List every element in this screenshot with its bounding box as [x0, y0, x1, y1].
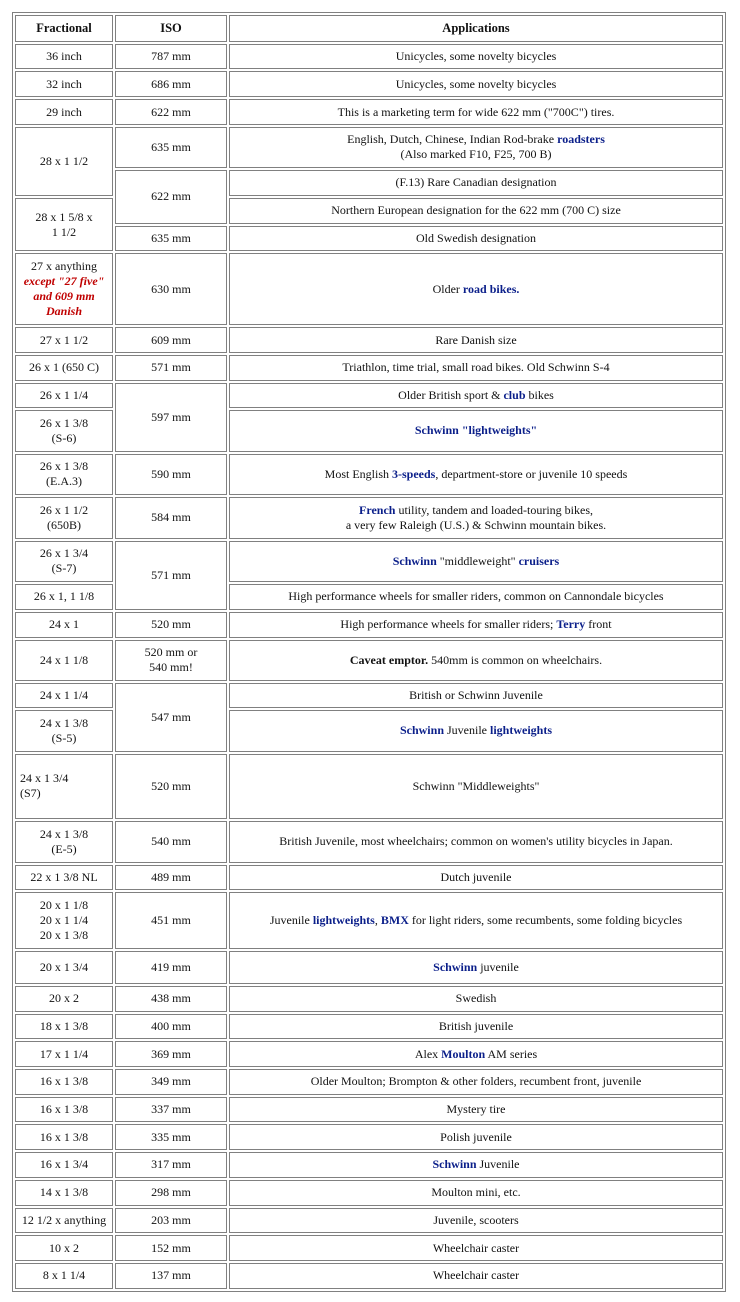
fractional-cell: 16 x 1 3/8 [15, 1097, 113, 1123]
application-cell: High performance wheels for smaller riders, common on Cannondale bicycles [229, 584, 723, 610]
table-row [15, 865, 723, 891]
application-cell: Unicycles, some novelty bicycles [229, 44, 723, 70]
application-cell: Dutch juvenile [229, 865, 723, 891]
iso-cell: 298 mm [115, 1180, 227, 1206]
application-cell: (F.13) Rare Canadian designation [229, 170, 723, 196]
table-row [15, 612, 723, 638]
app-text: Juvenile [444, 723, 490, 738]
fractional-cell: 27 x 1 1/2 [15, 327, 113, 353]
fractional-cell: 10 x 2 [15, 1235, 113, 1261]
fractional-cell: 20 x 2 [15, 986, 113, 1012]
table-row [15, 1069, 723, 1095]
application-cell: Mystery tire [229, 1097, 723, 1123]
fractional-cell: 26 x 1 3/4 (S-7) [15, 541, 113, 582]
application-cell [229, 497, 723, 539]
application-cell: Triathlon, time trial, small road bikes. Old Schwinn S-4 [229, 355, 723, 381]
application-cell: This is a marketing term for wide 622 mm ("700C") tires. [229, 99, 723, 125]
club-link[interactable]: club [503, 388, 526, 403]
fractional-cell: 29 inch [15, 99, 113, 125]
iso-cell: 137 mm [115, 1263, 227, 1289]
app-text: High performance wheels for smaller riders; [340, 617, 557, 632]
app-text: Juvenile [269, 913, 313, 928]
app-text: (Also marked F10, F25, 700 B) [400, 147, 552, 162]
terry-link[interactable]: Terry [556, 617, 586, 632]
moulton-link[interactable]: Moulton [441, 1046, 486, 1061]
table-row [15, 1235, 723, 1261]
app-text: , [374, 913, 381, 928]
application-cell [229, 541, 723, 582]
iso-cell: 489 mm [115, 865, 227, 891]
road-bikes-link[interactable]: road bikes. [462, 281, 520, 296]
iso-cell: 635 mm [115, 127, 227, 168]
iso-cell: 622 mm [115, 170, 227, 223]
fractional-cell: 28 x 1 5/8 x 1 1/2 [15, 198, 113, 251]
table-row [15, 541, 723, 582]
iso-cell: 787 mm [115, 44, 227, 70]
application-cell [229, 1152, 723, 1178]
iso-cell: 317 mm [115, 1152, 227, 1178]
table-row [15, 226, 723, 252]
application-cell: Unicycles, some novelty bicycles [229, 71, 723, 97]
iso-cell: 571 mm [115, 355, 227, 381]
application-cell: Rare Danish size [229, 327, 723, 353]
iso-cell: 609 mm [115, 327, 227, 353]
application-cell [229, 1041, 723, 1067]
lightweights-link[interactable]: lightweights [490, 723, 553, 738]
iso-cell: 152 mm [115, 1235, 227, 1261]
fractional-cell [15, 253, 113, 325]
fractional-cell: 26 x 1, 1 1/8 [15, 584, 113, 610]
application-cell [229, 640, 723, 681]
exception-note: except "27 five" and 609 mm Danish [23, 274, 105, 319]
app-text: a very few Raleigh (U.S.) & Schwinn mountain bikes. [345, 517, 607, 532]
table-row [15, 1180, 723, 1206]
fractional-cell: 17 x 1 1/4 [15, 1041, 113, 1067]
application-cell: Swedish [229, 986, 723, 1012]
lightweights-link[interactable]: lightweights [312, 913, 375, 928]
application-cell [229, 253, 723, 325]
app-text: Most English [324, 466, 393, 481]
fractional-cell: 18 x 1 3/8 [15, 1014, 113, 1040]
application-cell [229, 710, 723, 751]
iso-cell: 540 mm [115, 821, 227, 862]
app-text: English, Dutch, Chinese, Indian Rod-brake [347, 132, 558, 147]
application-cell: Moulton mini, etc. [229, 1180, 723, 1206]
fractional-cell: 24 x 1 3/4 (S7) [15, 754, 113, 820]
table-row [15, 951, 723, 984]
table-row [15, 170, 723, 196]
fractional-cell: 24 x 1 3/8 (E-5) [15, 821, 113, 862]
table-row [15, 821, 723, 862]
fractional-cell: 8 x 1 1/4 [15, 1263, 113, 1289]
fractional-cell: 20 x 1 1/8 20 x 1 1/4 20 x 1 3/8 [15, 892, 113, 949]
fractional-cell: 22 x 1 3/8 NL [15, 865, 113, 891]
fractional-cell: 26 x 1 3/8 (E.A.3) [15, 454, 113, 495]
application-cell: Northern European designation for the 622 mm (700 C) size [229, 198, 723, 224]
table-row [15, 1152, 723, 1178]
application-cell: British juvenile [229, 1014, 723, 1040]
table-row [15, 1097, 723, 1123]
iso-cell: 203 mm [115, 1208, 227, 1234]
fractional-cell: 26 x 1 (650 C) [15, 355, 113, 381]
fractional-cell: 28 x 1 1/2 [15, 127, 113, 196]
fractional-cell: 26 x 1 1/2 (650B) [15, 497, 113, 539]
application-cell: British or Schwinn Juvenile [229, 683, 723, 709]
table-row [15, 640, 723, 681]
iso-cell: 686 mm [115, 71, 227, 97]
header-iso: ISO [115, 15, 227, 42]
application-cell: Older Moulton; Brompton & other folders, recumbent front, juvenile [229, 1069, 723, 1095]
fractional-cell: 20 x 1 3/4 [15, 951, 113, 984]
table-row [15, 44, 723, 70]
app-text: Alex [414, 1046, 442, 1061]
application-cell [229, 892, 723, 949]
table-row [15, 892, 723, 949]
table-row [15, 1208, 723, 1234]
application-cell [229, 383, 723, 409]
application-cell [229, 454, 723, 495]
iso-cell: 520 mm [115, 754, 227, 820]
table-row [15, 754, 723, 820]
table-row [15, 383, 723, 409]
application-cell [229, 127, 723, 168]
iso-cell: 520 mm [115, 612, 227, 638]
table-row [15, 71, 723, 97]
iso-cell: 438 mm [115, 986, 227, 1012]
fractional-cell: 26 x 1 3/8 (S-6) [15, 410, 113, 451]
schwinn-link[interactable]: Schwinn [399, 723, 444, 738]
fractional-cell: 24 x 1 1/4 [15, 683, 113, 709]
fractional-cell: 24 x 1 [15, 612, 113, 638]
application-cell: Wheelchair caster [229, 1235, 723, 1261]
app-text: Older British sport & [398, 388, 504, 403]
application-cell: Old Swedish designation [229, 226, 723, 252]
application-cell [229, 612, 723, 638]
iso-cell: 400 mm [115, 1014, 227, 1040]
iso-cell: 571 mm [115, 541, 227, 610]
schwinn-lightweights-link[interactable]: Schwinn "lightweights" [229, 410, 723, 451]
application-cell: Juvenile, scooters [229, 1208, 723, 1234]
roadsters-link[interactable]: roadsters [557, 132, 605, 147]
application-cell: Wheelchair caster [229, 1263, 723, 1289]
tire-size-table [12, 12, 726, 1292]
french-link[interactable]: French [359, 502, 396, 517]
iso-cell: 520 mm or 540 mm! [115, 640, 227, 681]
iso-cell: 590 mm [115, 454, 227, 495]
schwinn-link[interactable]: Schwinn [432, 1157, 477, 1172]
fractional-cell: 26 x 1 1/4 [15, 383, 113, 409]
application-cell: Polish juvenile [229, 1124, 723, 1150]
schwinn-link[interactable]: Schwinn [392, 553, 437, 568]
caveat-text: Caveat emptor. [349, 652, 429, 667]
fractional-cell: 36 inch [15, 44, 113, 70]
table-row [15, 127, 723, 168]
bmx-link[interactable]: BMX [380, 913, 409, 928]
fractional-cell: 24 x 1 3/8 (S-5) [15, 710, 113, 751]
table-row [15, 1124, 723, 1150]
three-speeds-link[interactable]: 3-speeds [392, 466, 436, 481]
fractional-cell: 32 inch [15, 71, 113, 97]
header-row [15, 15, 723, 42]
table-row [15, 1041, 723, 1067]
table-row [15, 1014, 723, 1040]
iso-cell: 419 mm [115, 951, 227, 984]
fractional-cell: 24 x 1 1/8 [15, 640, 113, 681]
iso-cell: 635 mm [115, 226, 227, 252]
iso-cell: 597 mm [115, 383, 227, 452]
header-applications: Applications [229, 15, 723, 42]
application-cell: Schwinn "Middleweights" [229, 754, 723, 820]
table-row [15, 1263, 723, 1289]
iso-cell: 584 mm [115, 497, 227, 539]
app-text: utility, tandem and loaded-touring bikes, [395, 502, 593, 517]
app-text: Older [432, 281, 463, 296]
application-cell [229, 951, 723, 984]
application-cell: British Juvenile, most wheelchairs; common on women's utility bicycles in Japan. [229, 821, 723, 862]
header-fractional: Fractional [15, 15, 113, 42]
cruisers-link[interactable]: cruisers [518, 553, 560, 568]
iso-cell: 349 mm [115, 1069, 227, 1095]
app-text: juvenile [477, 959, 519, 974]
app-text: Juvenile [476, 1157, 520, 1172]
app-text: for light riders, some recumbents, some folding bicycles [408, 913, 683, 928]
iso-cell: 451 mm [115, 892, 227, 949]
frac-text: 27 x anything [31, 259, 97, 274]
fractional-cell: 16 x 1 3/8 [15, 1124, 113, 1150]
fractional-cell: 12 1/2 x anything [15, 1208, 113, 1234]
table-row [15, 99, 723, 125]
iso-cell: 622 mm [115, 99, 227, 125]
table-row [15, 327, 723, 353]
table-row [15, 355, 723, 381]
table-row [15, 454, 723, 495]
app-text: bikes [525, 388, 554, 403]
fractional-cell: 14 x 1 3/8 [15, 1180, 113, 1206]
iso-cell: 335 mm [115, 1124, 227, 1150]
app-text: 540mm is common on wheelchairs. [428, 652, 603, 667]
fractional-cell: 16 x 1 3/4 [15, 1152, 113, 1178]
app-text: , department-store or juvenile 10 speeds [435, 466, 628, 481]
schwinn-link[interactable]: Schwinn [433, 959, 478, 974]
app-text: front [585, 617, 612, 632]
iso-cell: 630 mm [115, 253, 227, 325]
app-text: AM series [485, 1046, 538, 1061]
app-text: "middleweight" [436, 553, 519, 568]
table-row [15, 253, 723, 325]
iso-cell: 337 mm [115, 1097, 227, 1123]
table-row [15, 497, 723, 539]
fractional-cell: 16 x 1 3/8 [15, 1069, 113, 1095]
table-row [15, 683, 723, 709]
table-row [15, 986, 723, 1012]
iso-cell: 547 mm [115, 683, 227, 752]
iso-cell: 369 mm [115, 1041, 227, 1067]
